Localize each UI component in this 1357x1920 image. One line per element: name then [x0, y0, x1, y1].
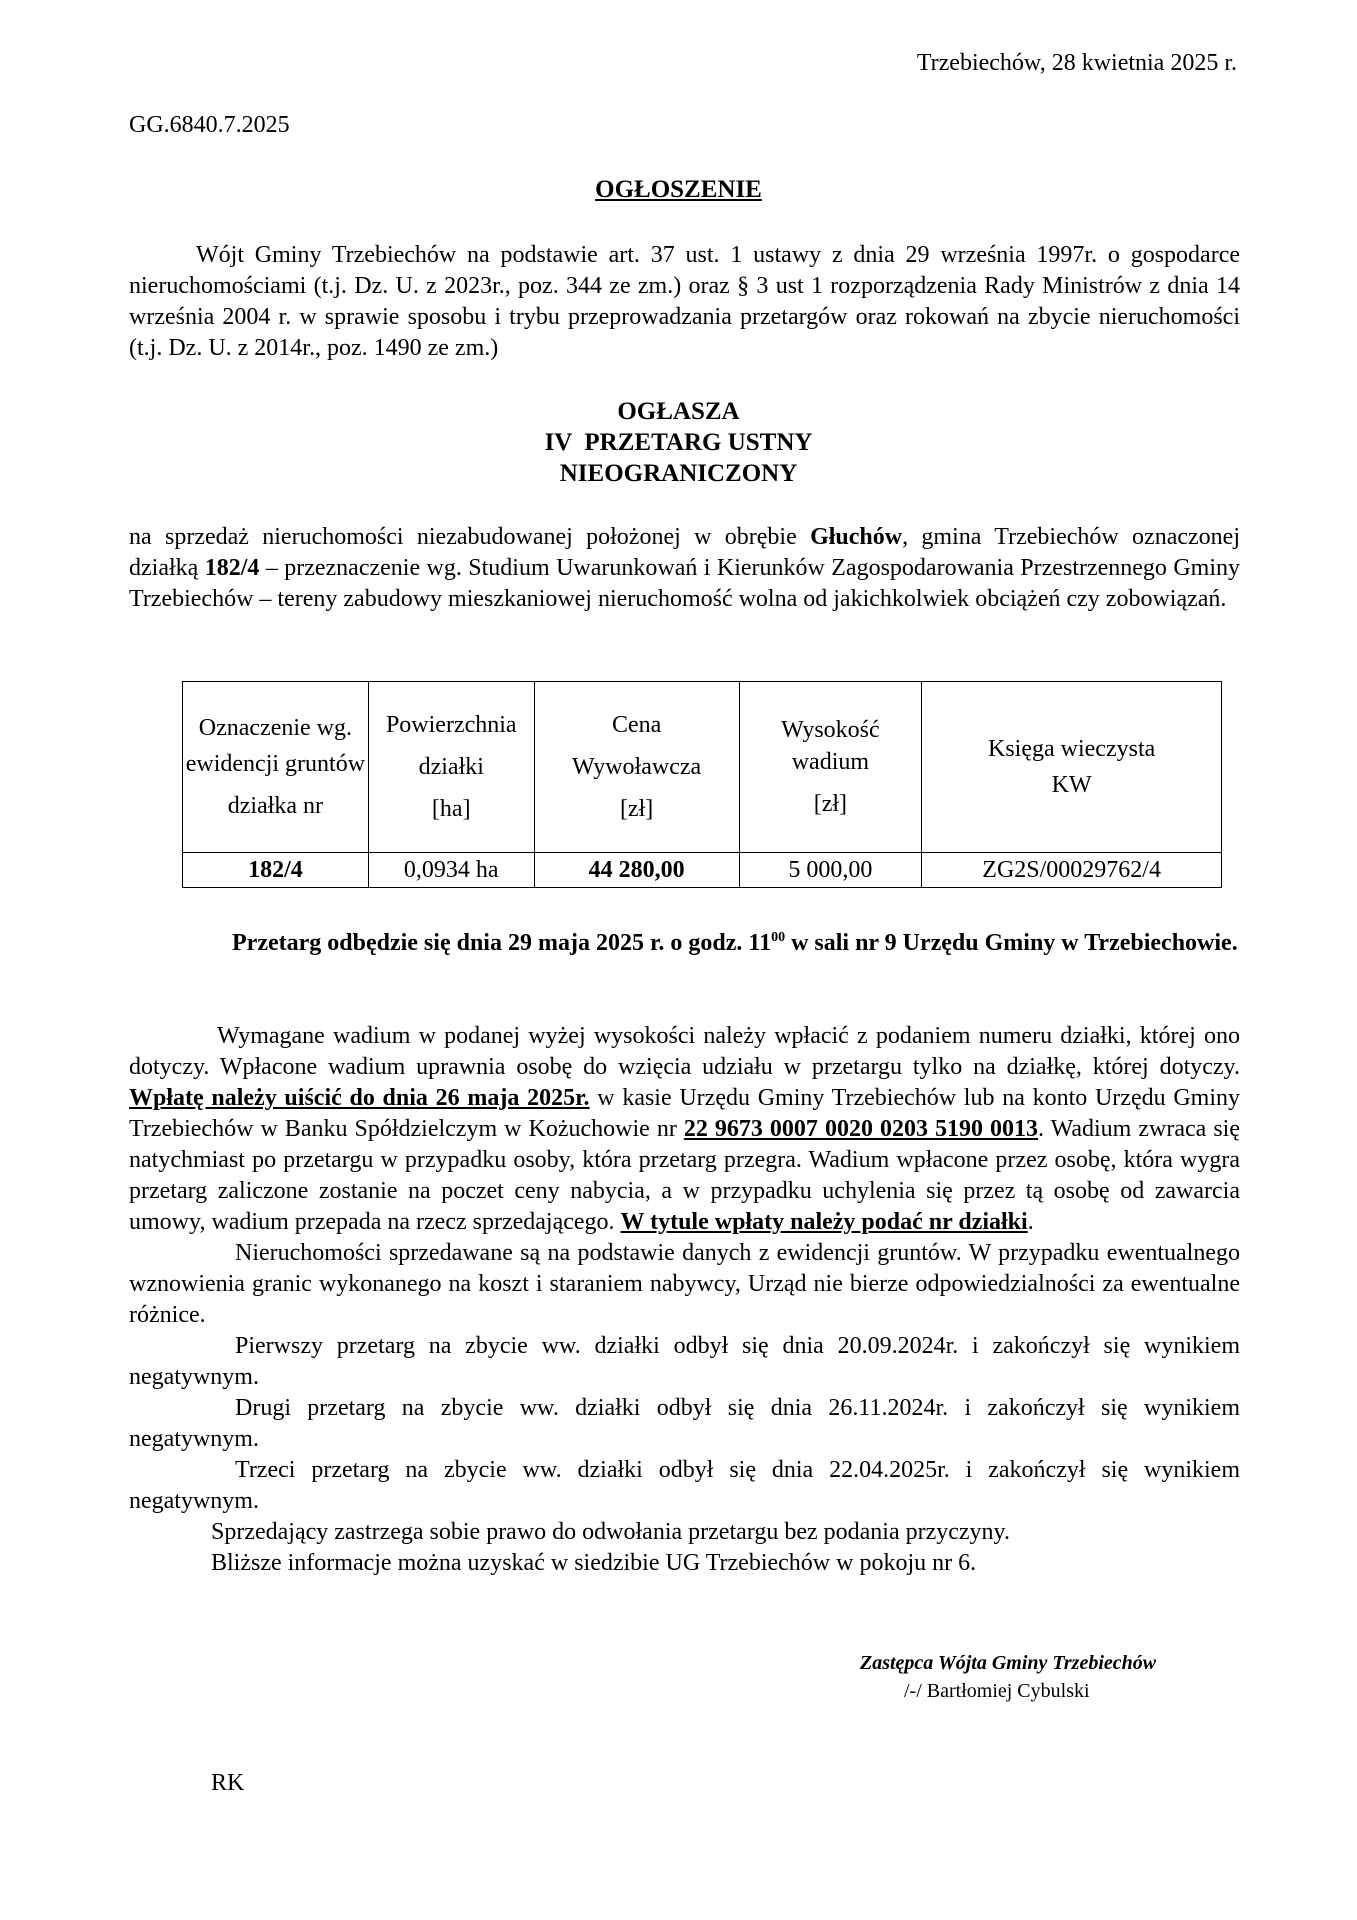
header-parcel: Oznaczenie wg. ewidencji gruntów działka nr [183, 682, 369, 853]
announcement-line-2: IV PRZETARG USTNY [544, 429, 813, 456]
second-auction-paragraph: Drugi przetarg na zbycie ww. działki odbył się dnia 26.11.2024r. i zakończył się wynikiem negatywnym. [129, 1395, 1240, 1452]
document-title: OGŁOSZENIE [595, 176, 762, 203]
reference-number: GG.6840.7.2025 [129, 112, 290, 138]
cell-land-register: ZG2S/00029762/4 [922, 853, 1222, 888]
deposit-paragraph: Wymagane wadium w podanej wyżej wysokości należy wpłacić z podaniem numeru działki, której ono dotyczy. Wpłacone wadium uprawnia osobę do wzięcia udziału w przetargu tylko na działkę, której dotyczy. Wpłatę należy uiścić do dnia 26 maja 2025r. w kasie Urzędu Gminy Trzebiechów lub na konto Urzędu Gminy Trzebiechów w Banku Spółdzielczym w Kożuchowie nr 22 9673 0007 0020 0203 5190 0013. Wadium zwraca się natychmiast po przetargu w przypadku osoby, która przetarg przegra. Wadium wpłacone przez osobę, która wygra przetarg zaliczone zostanie na poczet ceny nabycia, a w przypadku uchylenia się przez tą osobę od zawarcia umowy, wadium przepada na rzecz sprzedającego. W tytule wpłaty należy podać nr działki. [129, 1023, 1240, 1235]
description-part-1: na sprzedaż nieruchomości niezabudowanej położonej w obrębie [129, 524, 811, 550]
author-initials: RK [211, 1770, 245, 1796]
auction-minutes: 00 [771, 930, 786, 945]
table-row [183, 853, 1222, 888]
first-auction-paragraph: Pierwszy przetarg na zbycie ww. działki odbył się dnia 20.09.2024r. i zakończył się wynikiem negatywnym. [129, 1333, 1240, 1390]
cell-price: 44 280,00 [534, 853, 739, 888]
signer-role: Zastępca Wójta Gminy Trzebiechów [860, 1652, 1157, 1674]
cell-deposit: 5 000,00 [739, 853, 922, 888]
signer-name: /-/ Bartłomiej Cybulski [904, 1680, 1090, 1702]
announcement-line-3: NIEOGRANICZONY [559, 460, 798, 487]
header-deposit: Wysokość wadium [zł] [739, 682, 922, 853]
header-area: Powierzchnia działki [ha] [368, 682, 534, 853]
description-part-3: – przeznaczenie wg. Studium Uwarunkowań i Kierunków Zagospodarowania Przestrzennego Gminy Trzebiechów – tereny zabudowy mieszkaniowej nieruchomość wolna od jakichkolwiek obciążeń czy zobowiązań. [129, 555, 1240, 612]
terms-section [129, 1021, 1240, 1579]
description-part-2: , gmina Trzebiechów oznaczonej działką [129, 524, 1240, 581]
property-table [182, 681, 1222, 888]
cancellation-paragraph: Sprzedający zastrzega sobie prawo do odwołania przetargu bez podania przyczyny. [211, 1519, 1010, 1545]
property-description [129, 522, 1240, 615]
intro-paragraph: Wójt Gminy Trzebiechów na podstawie art. 37 ust. 1 ustawy z dnia 29 września 1997r. o gospodarce nieruchomościami (t.j. Dz. U. z 2023r., poz. 344 ze zm.) oraz § 3 ust 1 rozporządzenia Rady Ministrów z dnia 14 września 2004 r. w sprawie sposobu i trybu przeprowadzania przetargów oraz rokowań na zbycie nieruchomości (t.j. Dz. U. z 2014r., poz. 1490 ze zm.) [129, 242, 1240, 361]
location-name: Głuchów [810, 524, 903, 550]
header-land-register: Księga wieczysta KW [922, 682, 1222, 853]
information-paragraph: Bliższe informacje można uzyskać w siedzibie UG Trzebiechów w pokoju nr 6. [211, 1550, 977, 1576]
table-header-row [183, 682, 1222, 853]
records-paragraph: Nieruchomości sprzedawane są na podstawie danych z ewidencji gruntów. W przypadku ewentualnego wznowienia granic wykonanego na koszt i staraniem nabywcy, Urząd nie bierze odpowiedzialności za ewentualne różnice. [129, 1240, 1240, 1328]
header-price: Cena Wywoławcza [zł] [534, 682, 739, 853]
cell-area: 0,0934 ha [368, 853, 534, 888]
third-auction-paragraph: Trzeci przetarg na zbycie ww. działki odbył się dnia 22.04.2025r. i zakończył się wynikiem negatywnym. [129, 1457, 1240, 1514]
place-date: Trzebiechów, 28 kwietnia 2025 r. [916, 50, 1237, 76]
payment-title-note: W tytule wpłaty należy podać nr działki [620, 1209, 1028, 1235]
announcement-line-1: OGŁASZA [617, 398, 740, 425]
auction-date-paragraph: Przetarg odbędzie się dnia 29 maja 2025 r. o godz. $11^{00}$ w sali nr 9 Urzędu Gminy w Trzebiechowie. [232, 930, 1238, 956]
parcel-number: 182/4 [204, 555, 260, 581]
deposit-deadline: Wpłatę należy uiścić do dnia 26 maja 2025r. [129, 1085, 590, 1111]
cell-parcel: 182/4 [183, 853, 369, 888]
bank-account-number: 22 9673 0007 0020 0203 5190 0013 [683, 1116, 1039, 1142]
